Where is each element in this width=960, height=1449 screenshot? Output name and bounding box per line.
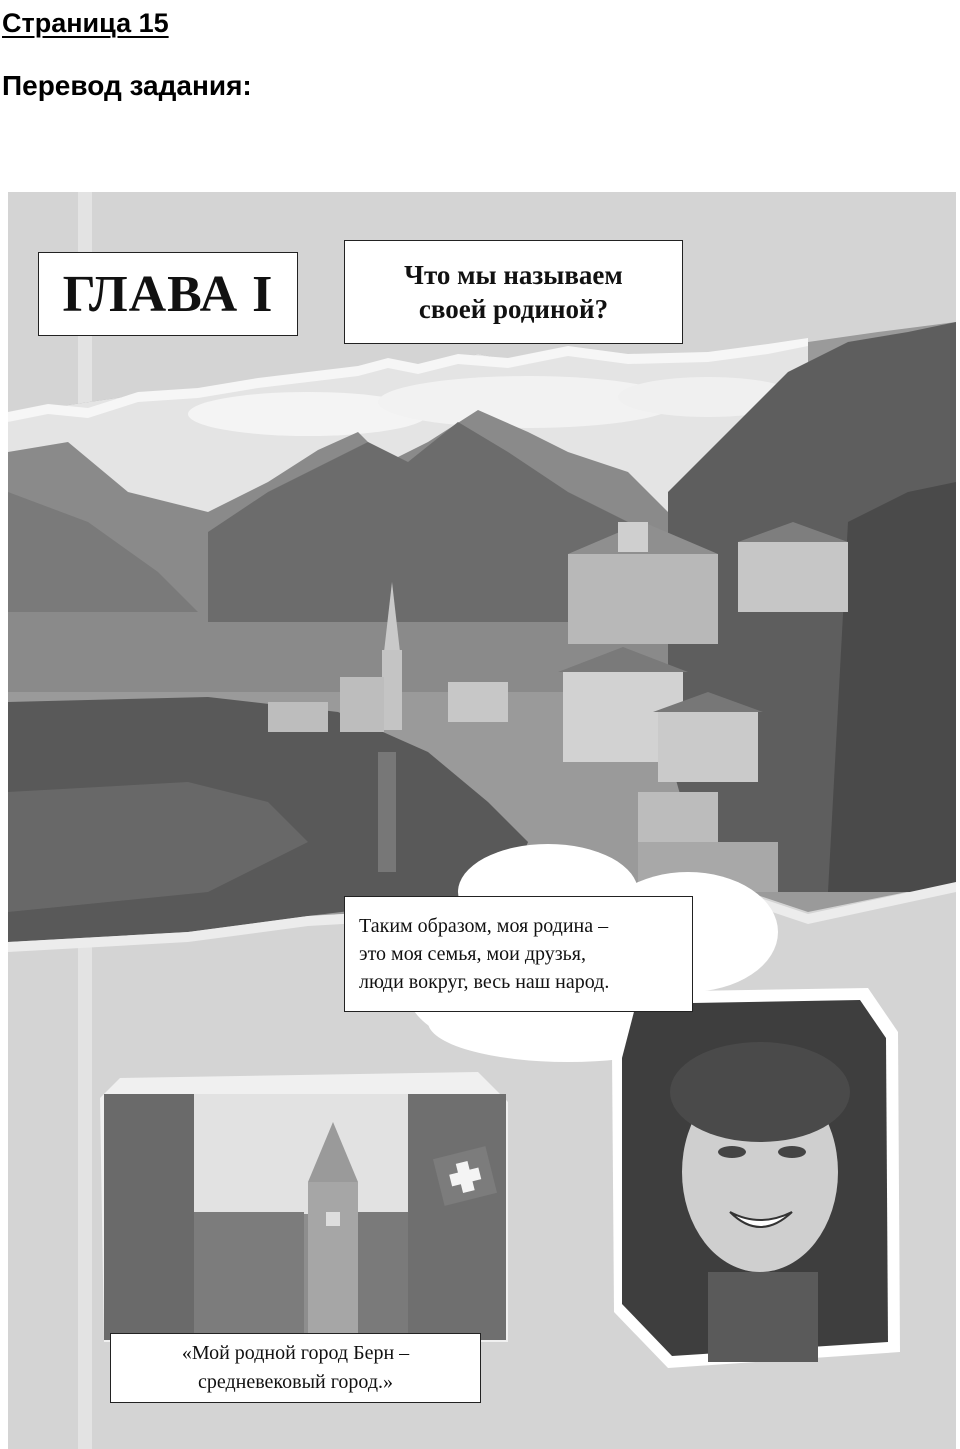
speech-line: это моя семья, мои друзья, xyxy=(359,943,587,965)
textbook-page-scan xyxy=(8,192,956,1449)
bern-street-photo xyxy=(100,1072,508,1342)
speech-line: люди вокруг, весь наш народ. xyxy=(359,971,610,993)
caption-line: средневековый город.» xyxy=(197,1371,394,1393)
speech-line: Таким образом, моя родина – xyxy=(359,915,609,937)
question-line: Что мы называем xyxy=(404,260,623,290)
bern-caption-box xyxy=(110,1333,481,1403)
speech-text-box xyxy=(344,896,693,1012)
page-title: Страница 15 xyxy=(2,8,169,38)
question-box xyxy=(344,240,683,344)
caption-line: «Мой родной город Берн – xyxy=(181,1342,410,1364)
chapter-title-box xyxy=(38,252,298,336)
chapter-title: ГЛАВА I xyxy=(62,265,274,323)
question-line: своей родиной? xyxy=(418,294,609,324)
textbook-page-illustrations xyxy=(8,192,956,1449)
mountain-village-photo xyxy=(8,322,956,952)
girl-portrait-photo xyxy=(612,988,900,1368)
task-heading: Перевод задания: xyxy=(2,70,252,101)
